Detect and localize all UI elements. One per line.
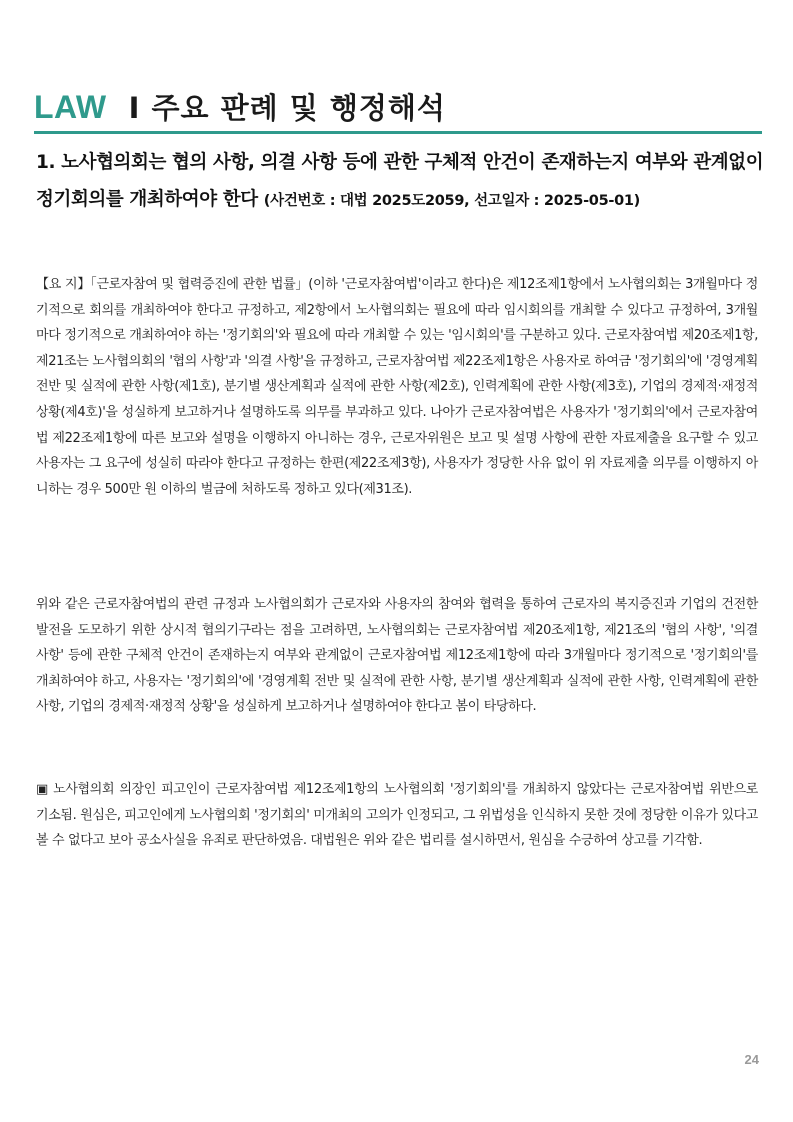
case-title: 1. 노사협의회는 협의 사항, 의결 사항 등에 관한 구체적 안건이 존재하는지 여부와 관계없이 정기회의를 개최하여야 한다 [36, 152, 764, 210]
case-outcome-paragraph: ▣ 노사협의회 의장인 피고인이 근로자참여법 제12조제1항의 노사협의회 '정기회의'를 개최하지 않았다는 근로자참여법 위반으로 기소됨. 원심은, 피고인에게 노사협의회 '정기회의' 미개최의 고의가 인정되고, 그 위법성을 인식하지 못한 것에 정당한 이유가 있다고 볼 수 없다고 보아 공소사실을 유죄로 판단하였음. 대법원은 위와 같은 법리를 설시하면서, 원심을 수긍하여 상고를 기각함. [36, 782, 758, 849]
header-divider [34, 131, 762, 134]
page-number: 24 [744, 1052, 759, 1067]
section-title: I 주요 판례 및 행정해석 [128, 91, 446, 125]
legal-reasoning-paragraph: 위와 같은 근로자참여법의 관련 규정과 노사협의회가 근로자와 사용자의 참여와 협력을 통하여 근로자의 복지증진과 기업의 건전한 발전을 도모하기 위한 상시적 협의기구라는 점을 고려하면, 노사협의회는 근로자참여법 제20조제1항, 제21조의 '협의 사항', '의결 사항' 등에 관한 구체적 안건이 존재하는지 여부와 관계없이 근로자참여법 제12조제1항에 따라 3개월마다 정기적으로 '정기회의'를 개최하여야 하고, 사용자는 '정기회의'에 '경영계획 전반 및 실적에 관한 사항, 분기별 생산계획과 실적에 관한 사항, 인력계획에 관한 사항, 기업의 경제적·재정적 상황'을 성실하게 보고하거나 설명하여야 한다고 봄이 타당하다. [36, 597, 758, 715]
case-reference: (사건번호 : 대법 2025도2059, 선고일자 : 2025-05-01) [263, 193, 640, 209]
page-header [34, 86, 446, 127]
section-brand: LAW [34, 89, 107, 125]
case-heading [36, 144, 764, 220]
summary-paragraph: 【요 지】「근로자참여 및 협력증진에 관한 법률」(이하 '근로자참여법'이라고 한다)은 제12조제1항에서 노사협의회는 3개월마다 정기적으로 회의를 개최하여야 한다고 규정하고, 제2항에서 노사협의회는 필요에 따라 임시회의를 개최할 수 있다고 규정하여, 3개월마다 정기적으로 개최하여야 하는 '정기회의'와 필요에 따라 개최할 수 있는 '임시회의'를 구분하고 있다. 근로자참여법 제20조제1항, 제21조는 노사협의회의 '협의 사항'과 '의결 사항'을 규정하고, 근로자참여법 제22조제1항은 사용자로 하여금 '정기회의'에 '경영계획 전반 및 실적에 관한 사항(제1호), 분기별 생산계획과 실적에 관한 사항(제2호), 인력계획에 관한 사항(제3호), 기업의 경제적·재정적 상황(제4호)'을 성실하게 보고하거나 설명하도록 의무를 부과하고 있다. 나아가 근로자참여법은 사용자가 '정기회의'에서 근로자참여법 제22조제1항에 따른 보고와 설명을 이행하지 아니하는 경우, 근로자위원은 보고 및 설명 사항에 관한 자료제출을 요구할 수 있고 사용자는 그 요구에 성실히 따라야 한다고 규정하는 한편(제22조제3항), 사용자가 정당한 사유 없이 위 자료제출 의무를 이행하지 아니하는 경우 500만 원 이하의 벌금에 처하도록 정하고 있다(제31조). [36, 277, 758, 497]
